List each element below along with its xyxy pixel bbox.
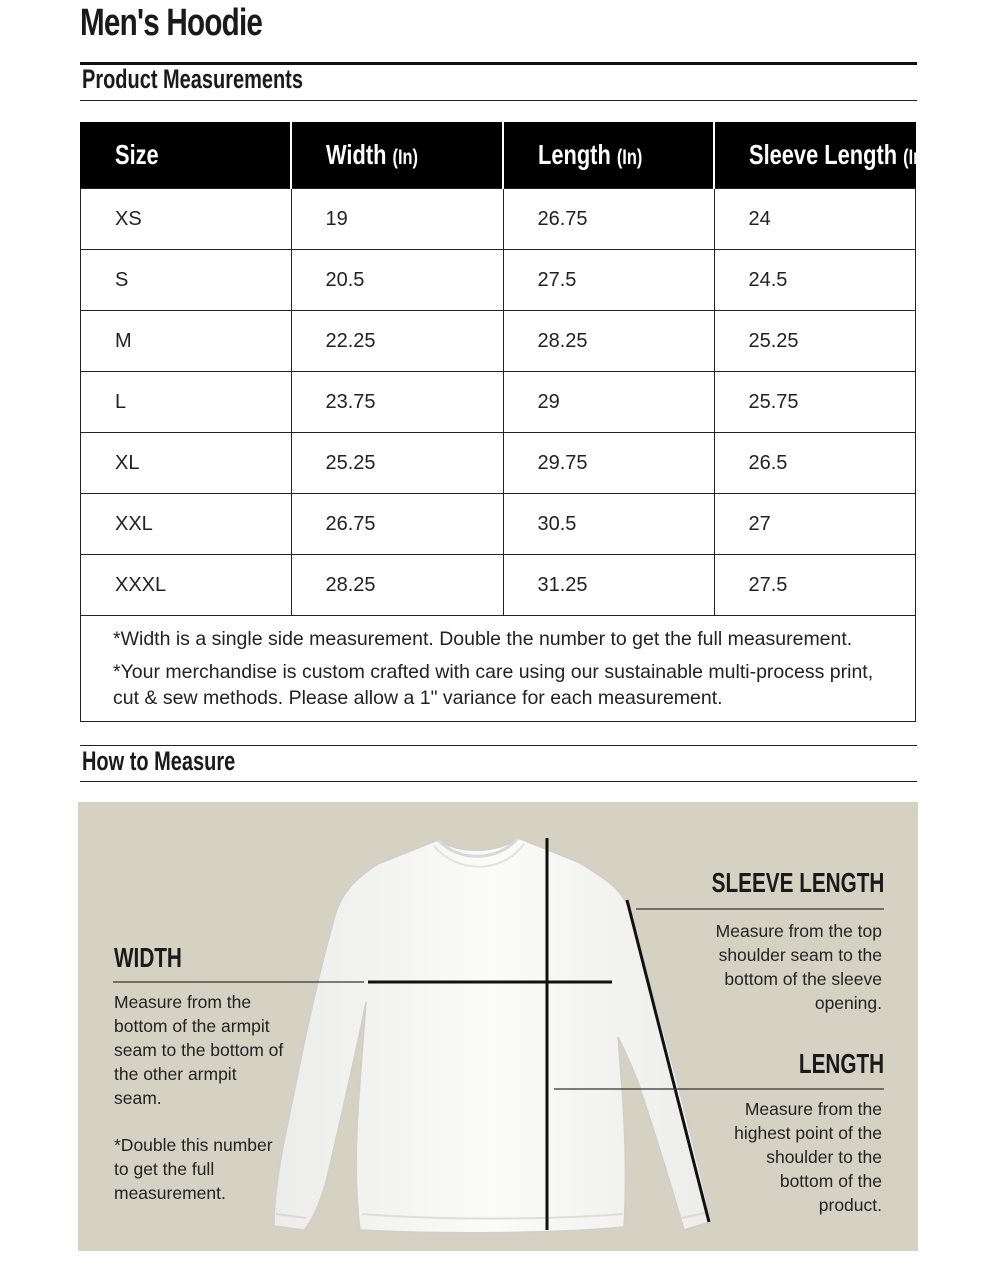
sleeve-length-heading: SLEEVE LENGTH: [711, 867, 884, 898]
cell-sleeve-length: 27: [714, 494, 916, 555]
cell-size: XXL: [81, 494, 292, 555]
cell-length: 29.75: [503, 433, 714, 494]
cell-length: 31.25: [503, 555, 714, 616]
cell-sleeve-length: 27.5: [714, 555, 916, 616]
cell-width: 23.75: [291, 372, 503, 433]
cell-size: XL: [81, 433, 292, 494]
cell-sleeve-length: 25.25: [714, 311, 916, 372]
width-note: *Width is a single side measurement. Double the number to get the full measurement.: [113, 628, 853, 650]
width-instructions: Measure from the bottom of the armpit seam to the bottom of the other armpit seam.: [114, 992, 284, 1108]
column-header-width: Width (In): [291, 122, 503, 189]
size-table: [80, 122, 929, 722]
shirt-icon: [274, 838, 710, 1233]
cell-width: 28.25: [291, 555, 503, 616]
table-row: [81, 189, 916, 250]
cell-sleeve-length: 24.5: [714, 250, 916, 311]
cell-length: 28.25: [503, 311, 714, 372]
width-heading: WIDTH: [114, 942, 182, 973]
table-row: [81, 372, 916, 433]
table-header-row: [81, 122, 916, 189]
cell-sleeve-length: 25.75: [714, 372, 916, 433]
section-divider: [80, 781, 917, 782]
width-double-note: *Double this number to get the full measurement.: [114, 1135, 273, 1203]
table-row: [81, 250, 916, 311]
cell-width: 22.25: [291, 311, 503, 372]
table-row: [81, 494, 916, 555]
cell-size: M: [81, 311, 292, 372]
cell-size: L: [81, 372, 292, 433]
cell-width: 19: [291, 189, 503, 250]
column-header-sleeve-length: Sleeve Length (In): [714, 122, 916, 189]
cell-sleeve-length: 26.5: [714, 433, 916, 494]
cell-sleeve-length: 24: [714, 189, 916, 250]
table-row: [81, 433, 916, 494]
cell-width: 25.25: [291, 433, 503, 494]
cell-length: 27.5: [503, 250, 714, 311]
length-heading: LENGTH: [798, 1048, 884, 1079]
table-row: [81, 311, 916, 372]
column-header-length: Length (In): [503, 122, 714, 189]
cell-width: 20.5: [291, 250, 503, 311]
cell-size: S: [81, 250, 292, 311]
how-to-measure-panel: [78, 802, 918, 1251]
column-header-size: Size: [81, 122, 292, 189]
sleeve-length-instructions: Measure from the top shoulder seam to the bottom of the sleeve opening.: [715, 921, 882, 1013]
cell-width: 26.75: [291, 494, 503, 555]
cell-length: 30.5: [503, 494, 714, 555]
variance-note: *Your merchandise is custom crafted with care using our sustainable multi-process print, cut & sew methods. Please allow a 1" variance for each measurement.: [113, 661, 874, 709]
cell-length: 26.75: [503, 189, 714, 250]
how-to-measure-heading: How to Measure: [82, 746, 236, 776]
table-notes: [81, 616, 916, 722]
product-measurements-heading: Product Measurements: [82, 64, 303, 94]
length-instructions: Measure from the highest point of the shoulder to the bottom of the product.: [734, 1099, 882, 1215]
cell-size: XXXL: [81, 555, 292, 616]
table-notes-row: [81, 616, 916, 722]
page-title: Men's Hoodie: [80, 2, 263, 44]
section-divider: [80, 100, 917, 101]
table-row: [81, 555, 916, 616]
cell-size: XS: [81, 189, 292, 250]
cell-length: 29: [503, 372, 714, 433]
